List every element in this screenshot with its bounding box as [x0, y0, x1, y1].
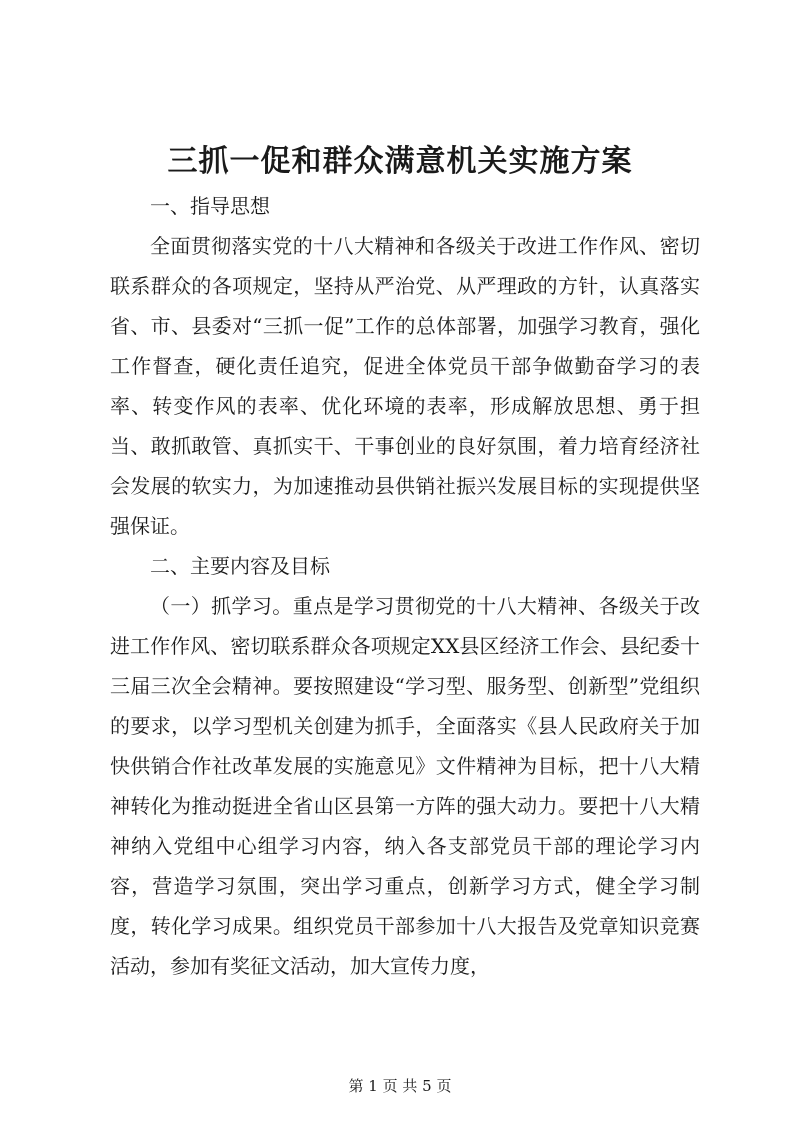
section-paragraph-guiding-ideology: 全面贯彻落实党的十八大精神和各级关于改进工作作风、密切联系群众的各项规定，坚持从严治党、从严理政的方针，认真落实省、市、县委对“三抓一促”工作的总体部署，加强学习教育，强化工作督查，硬化责任追究，促进全体党员干部争做勤奋学习的表率、转变作风的表率、优化环境的表率，形成解放思想、勇于担当、敢抓敢管、真抓实干、干事创业的良好氛围，着力培育经济社会发展的软实力，为加速推动县供销社振兴发展目标的实现提供坚强保证。: [110, 234, 700, 538]
section-heading-main-content: 二、主要内容及目标: [150, 554, 330, 578]
page-number-footer: 第 1 页 共 5 页: [348, 1077, 452, 1095]
section-paragraph-main-content: （一）抓学习。重点是学习贯彻党的十八大精神、各级关于改进工作作风、密切联系群众各项规定XX县区经济工作会、县纪委十三届三次全会精神。要按照建设“学习型、服务型、创新型”党组织的要求，以学习型机关创建为抓手，全面落实《县人民政府关于加快供销合作社改革发展的实施意见》文件精神为目标，把十八大精神转化为推动挺进全省山区县第一方阵的强大动力。要把十八大精神纳入党组中心组学习内容，纳入各支部党员干部的理论学习内容，营造学习氛围，突出学习重点，创新学习方式，健全学习制度，转化学习成果。组织党员干部参加十八大报告及党章知识竞赛活动，参加有奖征文活动，加大宣传力度，: [110, 594, 700, 978]
document-body: [110, 186, 700, 986]
section-heading-guiding-ideology: 一、指导思想: [150, 194, 270, 218]
document-title: 三抓一促和群众满意机关实施方案: [167, 144, 633, 179]
